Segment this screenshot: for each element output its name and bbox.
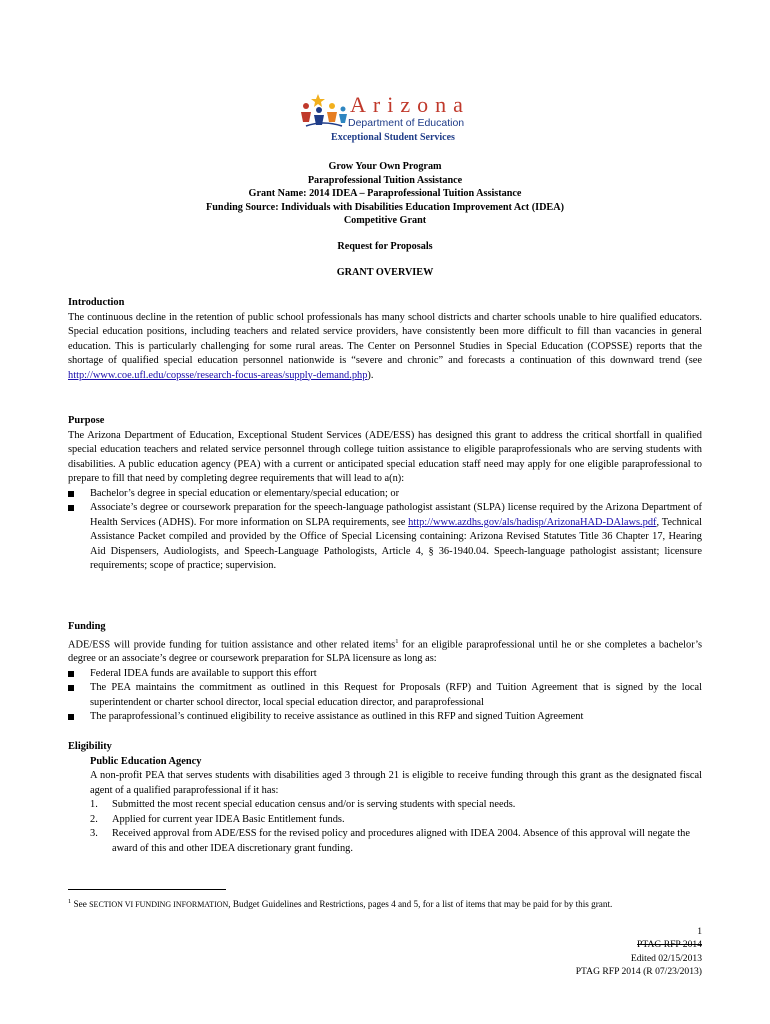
bullet-square-icon: [68, 685, 74, 691]
funding-heading: Funding: [68, 621, 106, 632]
page-number: 1: [697, 926, 702, 937]
bullet-square-icon: [68, 491, 74, 497]
page-footer: [576, 925, 702, 979]
introduction-paragraph: [68, 311, 702, 384]
footnote-divider: [68, 889, 226, 890]
funding-section: [68, 620, 702, 725]
bullet-square-icon: [68, 714, 74, 720]
introduction-heading: Introduction: [68, 297, 125, 308]
funding-bullet: The PEA maintains the commitment as outlined in this Request for Proposals (RFP) and Tuition Agreement that is signed by the local superintendent or charter school director, local special education director, and paraprofessional: [68, 681, 702, 710]
funding-bullet: The paraprofessional’s continued eligibility to receive assistance as outlined in this RFP and signed Tuition Agreement: [68, 710, 702, 725]
eligibility-item: 3. Received approval from ADE/ESS for the revised policy and procedures aligned with IDEA 2004. Absence of this approval will negate the award of this and other IDEA discretionary grant funding.: [90, 828, 690, 854]
struck-version: PTAG RFP 2014: [637, 939, 702, 951]
introduction-after-link: ).: [367, 369, 374, 381]
program-title: Grow Your Own Program: [328, 161, 442, 172]
logo-division: Exceptional Student Services: [331, 132, 455, 143]
funding-source: Funding Source: Individuals with Disabilities Education Improvement Act (IDEA): [206, 201, 564, 213]
footnote-section-ref: SECTION VI FUNDING INFORMATION: [89, 900, 229, 910]
introduction-section: [68, 296, 702, 383]
eligibility-heading: Eligibility: [68, 741, 112, 752]
purpose-bullet: Associate’s degree or coursework preparation for the speech-language pathologist assistant (SLPA) license required by the Arizona Department of Health Services (ADHS). For more information on SLPA requirements, see http://www.azdhs.gov/als/hadisp/ArizonaHAD-DAlaws.pdf, Technical Assistance Packet compiled and provided by the Office of Special Licensing containing: Arizona Revised Statutes Title 36 Chapter 17, Hearing Aid Dispensers, Audiologists, and Speech-Language Pathologists, Article 4, § 36-1940.04. Speech-language pathologist assistant; licensure requirements; scope of practice; supervision.: [68, 501, 702, 574]
eligibility-item: 2. Applied for current year IDEA Basic Entitlement funds.: [90, 813, 345, 825]
program-subtitle: Paraprofessional Tuition Assistance: [307, 174, 463, 186]
eligibility-text: A non-profit PEA that serves students with disabilities aged 3 through 21 is eligible to receive funding through this grant as the designated fiscal agent of a qualified paraprofessional if it has:: [90, 770, 702, 796]
grant-name: Grant Name: 2014 IDEA – Paraprofessional Tuition Assistance: [248, 188, 522, 199]
ade-logo: [298, 92, 488, 142]
eligibility-section: [68, 740, 702, 856]
footnote-reference[interactable]: 1: [395, 637, 399, 645]
introduction-text: The continuous decline in the retention of public school professionals has many school districts and charter schools unable to hire qualified educators. Special education positions, including teachers and related service providers, have consistently been more difficult to fill than vacancies in general education. This is particularly challenging for some rural areas. The Center on Personnel Studies in Special Education (COPSSE) reports that the shortage of qualified special education personnel nationwide is “severe and chronic” and forecasts a continuation of this downward trend (see: [68, 311, 702, 366]
copsse-link[interactable]: http://www.coe.ufl.edu/copsse/research-focus-areas/supply-demand.php: [68, 369, 368, 381]
azdhs-link[interactable]: http://www.azdhs.gov/als/hadisp/ArizonaHAD-DAlaws.pdf: [408, 516, 657, 528]
eligibility-body: [68, 755, 702, 857]
grant-type: Competitive Grant: [343, 215, 427, 226]
document-version: PTAG RFP 2014 (R 07/23/2013): [575, 966, 702, 978]
bullet-square-icon: [68, 505, 74, 511]
pea-subheading: Public Education Agency: [90, 755, 202, 767]
overview-title: GRANT OVERVIEW: [336, 267, 434, 278]
purpose-bullet: Bachelor’s degree in special education or elementary/special education; or: [68, 487, 702, 502]
bullet-square-icon: [68, 671, 74, 677]
logo-department: Department of Education: [348, 117, 465, 129]
footnote-number: 1: [68, 898, 72, 905]
purpose-heading: Purpose: [68, 415, 105, 426]
funding-bullet: Federal IDEA funds are available to support this effort: [68, 667, 702, 682]
eligibility-item: 1. Submitted the most recent special education census and/or is serving students with special needs.: [90, 799, 516, 810]
purpose-section: [68, 414, 702, 574]
purpose-text: The Arizona Department of Education, Exceptional Student Services (ADE/ESS) has designed this grant to address the critical shortfall in qualified special education teachers and related service personnel through college tuition assistance to eligible paraprofessionals who are serving students with disabilities. A public education agency (PEA) with a current or anticipated special education staff need may apply for one eligible paraprofessional to prepare to fill that need by completing degree requirements that will lead to a(n):: [68, 429, 702, 484]
funding-text: ADE/ESS will provide funding for tuition assistance and other related items$^1$ for an eligible paraprofessional until he or she completes a bachelor’s degree or an associate’s degree or coursework preparation for SLPA licensure as long as:: [68, 637, 703, 665]
edited-date: Edited 02/15/2013: [630, 952, 702, 964]
children-logo-icon: [298, 92, 348, 128]
footnote: $^1$ See SECTION VI FUNDING INFORMATION, Budget Guidelines and Restrictions, pages 4 and 5, for a list of items that may be paid for by this grant.: [68, 898, 613, 910]
rfp-title: Request for Proposals: [337, 241, 433, 252]
logo-state-name: Arizona: [350, 92, 470, 117]
